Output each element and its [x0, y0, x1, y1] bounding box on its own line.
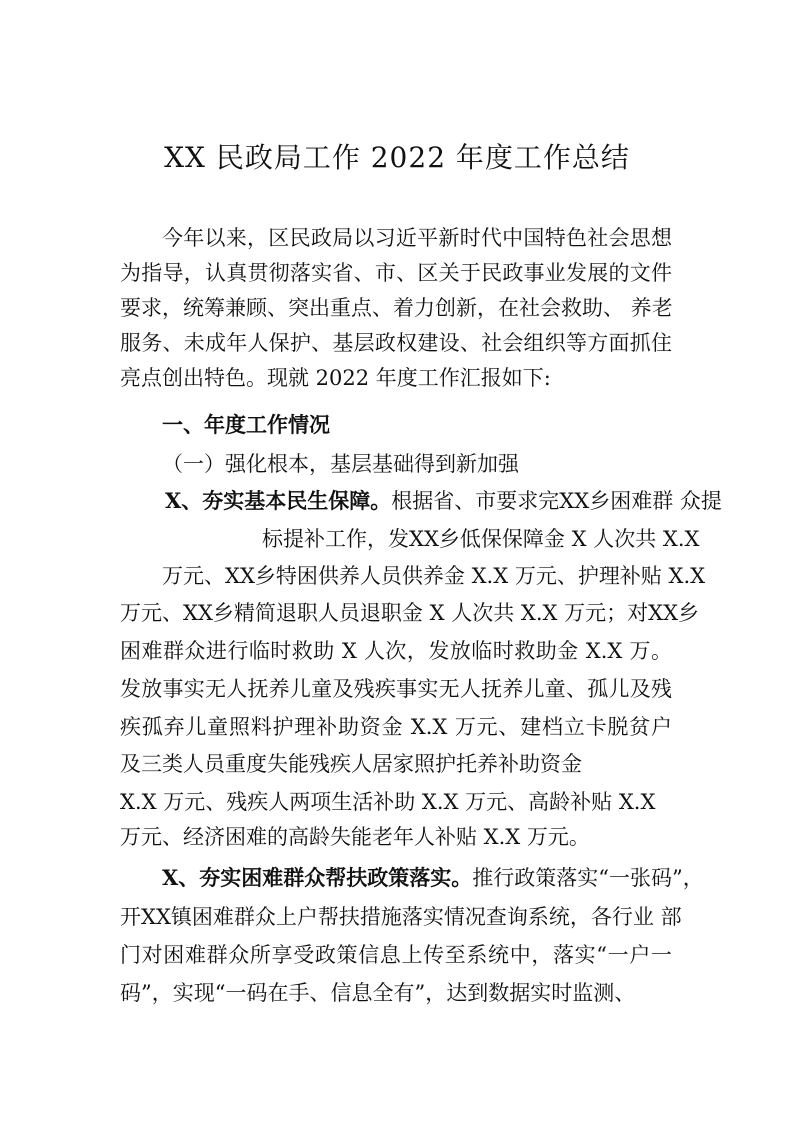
- intro-line-3: 要求，统筹兼顾、突出重点、着力创新，在社会救助、 养老: [120, 296, 673, 320]
- item1-line-3: 万元、XX乡特困供养人员供养金 X.X 万元、护理补贴 X.X: [162, 564, 706, 588]
- item2-first-line-text: 推行政策落实“一张码”，: [472, 866, 704, 890]
- item1-line-8: 及三类人员重度失能残疾人居家照护托养补助资金: [120, 752, 582, 776]
- item1-first-line-text: 根据省、市要求完XX乡困难群 众提: [391, 489, 722, 513]
- item1-line-2: 标提补工作，发XX乡低保保障金 X 人次共 X.X: [262, 527, 700, 551]
- document-title: XX 民政局工作 2022 年度工作总结: [164, 141, 630, 174]
- item1-lead: X、夯实基本民生保障。: [165, 488, 392, 513]
- item1-line-5: 困难群众进行临时救助 X 人次，发放临时救助金 X.X 万。: [120, 639, 672, 663]
- item1-line-7: 疾孤弃儿童照料护理补助资金 X.X 万元、建档立卡脱贫户: [120, 715, 672, 739]
- intro-line-5: 亮点创出特色。现就 2022 年度工作汇报如下:: [120, 366, 551, 390]
- item1-line-10: 万元、经济困难的高龄失能老年人补贴 X.X 万元。: [120, 825, 590, 849]
- item2-line-4: 码”，实现“一码在手、信息全有”，达到数据实时监测、: [120, 981, 636, 1005]
- item2-line-3: 门对困难群众所享受政策信息上传至系统中，落实“一户一: [120, 943, 672, 967]
- item1-line-9: X.X 万元、残疾人两项生活补助 X.X 万元、高龄补贴 X.X: [120, 790, 656, 814]
- intro-line-1: 今年以来，区民政局以习近平新时代中国特色社会思想: [162, 226, 672, 250]
- intro-line-2: 为指导，认真贯彻落实省、市、区关于民政事业发展的文件: [120, 261, 672, 285]
- item2-lead: X、夯实困难群众帮扶政策落实。: [162, 865, 473, 890]
- section-heading: 一、年度工作情况: [162, 412, 330, 437]
- item2-first-line: [162, 863, 704, 893]
- intro-line-4: 服务、未成年人保护、基层政权建设、社会组织等方面抓住: [120, 331, 672, 355]
- item1-line-4: 万元、XX乡精简退职人员退职金 X 人次共 X.X 万元；对XX乡: [120, 601, 700, 625]
- item1-line-6: 发放事实无人抚养儿童及残疾事实无人抚养儿童、孤儿及残: [120, 677, 672, 701]
- item1-first-line: [165, 486, 722, 516]
- subsection-heading: （一）强化根本，基层基础得到新加强: [162, 452, 519, 476]
- item2-line-2: 开XX镇困难群众上户帮扶措施落实情况查询系统，各行业 部: [120, 905, 682, 929]
